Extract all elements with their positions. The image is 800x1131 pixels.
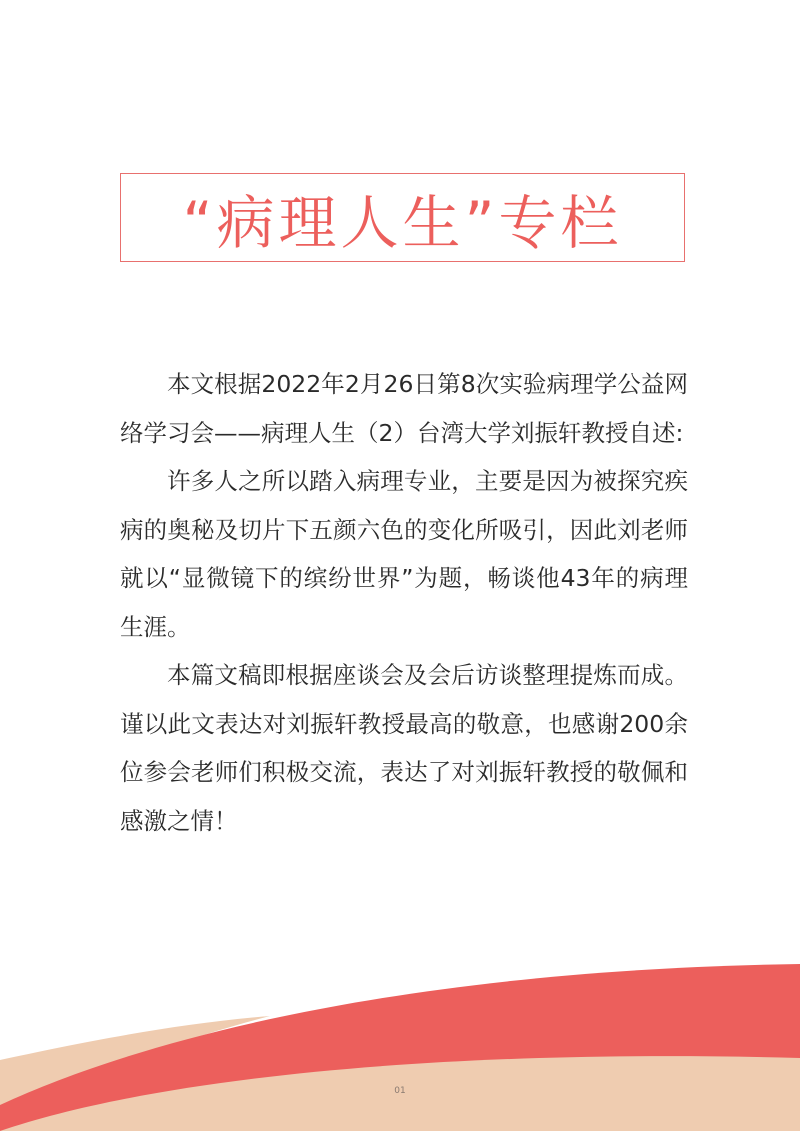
article-body	[120, 360, 688, 845]
column-title-box	[120, 173, 685, 262]
acknowledgement-paragraph: 本篇文稿即根据座谈会及会后访谈整理提炼而成。谨以此文表达对刘振轩教授最高的敬意，也感谢200余位参会老师们积极交流，表达了对刘振轩教授的敬佩和感激之情！	[120, 661, 688, 835]
column-title: “病理人生”专栏	[182, 188, 623, 257]
motivation-paragraph: 许多人之所以踏入病理专业，主要是因为被探究疾病的奥秘及切片下五颜六色的变化所吸引，因此刘老师就以“显微镜下的缤纷世界”为题，畅谈他43年的病理生涯。	[120, 467, 688, 641]
bottom-wave-decoration	[0, 940, 800, 1131]
page-number: 01	[394, 1086, 406, 1096]
intro-paragraph: 本文根据2022年2月26日第8次实验病理学公益网络学习会——病理人生（2）台湾大学刘振轩教授自述:	[120, 370, 688, 447]
